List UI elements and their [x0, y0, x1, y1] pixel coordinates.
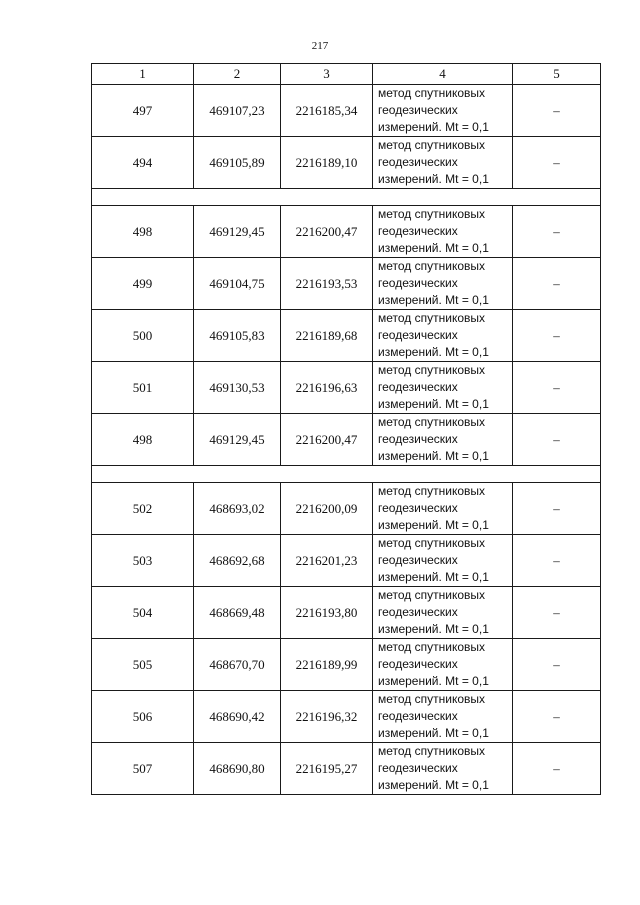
- x-coordinate-cell: 469105,89: [194, 137, 281, 189]
- x-coordinate-cell: 469130,53: [194, 362, 281, 414]
- method-line: измерений. Mt = 0,1: [378, 570, 489, 584]
- separator-cell: [92, 189, 601, 206]
- separator-row: [92, 189, 601, 206]
- header-row: [92, 64, 601, 85]
- y-coordinate-cell: 2216189,68: [281, 310, 373, 362]
- method-line: измерений. Mt = 0,1: [378, 172, 489, 186]
- method-cell: [373, 85, 513, 137]
- note-cell: –: [513, 362, 601, 414]
- point-number-cell: 497: [92, 85, 194, 137]
- note-cell: –: [513, 137, 601, 189]
- method-line: геодезических: [378, 103, 458, 117]
- method-line: измерений. Mt = 0,1: [378, 518, 489, 532]
- note-cell: –: [513, 535, 601, 587]
- method-line: геодезических: [378, 432, 458, 446]
- note-cell: –: [513, 587, 601, 639]
- method-line: измерений. Mt = 0,1: [378, 397, 489, 411]
- method-line: измерений. Mt = 0,1: [378, 293, 489, 307]
- point-number-cell: 507: [92, 743, 194, 795]
- note-cell: –: [513, 639, 601, 691]
- method-line: геодезических: [378, 605, 458, 619]
- note-cell: –: [513, 414, 601, 466]
- method-cell: [373, 639, 513, 691]
- note-cell: –: [513, 258, 601, 310]
- x-coordinate-cell: 469129,45: [194, 206, 281, 258]
- method-line: измерений. Mt = 0,1: [378, 449, 489, 463]
- x-coordinate-cell: 469129,45: [194, 414, 281, 466]
- table-row: [92, 206, 601, 258]
- separator-cell: [92, 466, 601, 483]
- method-line: геодезических: [378, 553, 458, 567]
- method-line: метод спутниковых: [378, 138, 486, 152]
- method-line: метод спутниковых: [378, 692, 486, 706]
- method-cell: [373, 691, 513, 743]
- y-coordinate-cell: 2216189,10: [281, 137, 373, 189]
- table-row: [92, 362, 601, 414]
- y-coordinate-cell: 2216200,09: [281, 483, 373, 535]
- table-row: [92, 743, 601, 795]
- method-line: метод спутниковых: [378, 259, 486, 273]
- table-row: [92, 639, 601, 691]
- method-line: метод спутниковых: [378, 484, 486, 498]
- note-cell: –: [513, 206, 601, 258]
- method-line: геодезических: [378, 380, 458, 394]
- point-number-cell: 501: [92, 362, 194, 414]
- method-cell: [373, 414, 513, 466]
- method-line: геодезических: [378, 709, 458, 723]
- table-row: [92, 535, 601, 587]
- x-coordinate-cell: 468669,48: [194, 587, 281, 639]
- method-line: геодезических: [378, 155, 458, 169]
- method-line: метод спутниковых: [378, 86, 486, 100]
- y-coordinate-cell: 2216201,23: [281, 535, 373, 587]
- table-body: [92, 85, 601, 795]
- header-col-5: 5: [513, 64, 601, 85]
- x-coordinate-cell: 468692,68: [194, 535, 281, 587]
- method-line: геодезических: [378, 276, 458, 290]
- method-cell: [373, 206, 513, 258]
- method-cell: [373, 362, 513, 414]
- y-coordinate-cell: 2216185,34: [281, 85, 373, 137]
- point-number-cell: 499: [92, 258, 194, 310]
- y-coordinate-cell: 2216196,63: [281, 362, 373, 414]
- note-cell: –: [513, 743, 601, 795]
- method-line: геодезических: [378, 761, 458, 775]
- method-line: геодезических: [378, 328, 458, 342]
- note-cell: –: [513, 85, 601, 137]
- method-line: измерений. Mt = 0,1: [378, 345, 489, 359]
- method-line: измерений. Mt = 0,1: [378, 120, 489, 134]
- point-number-cell: 498: [92, 414, 194, 466]
- method-cell: [373, 310, 513, 362]
- table-row: [92, 483, 601, 535]
- method-cell: [373, 258, 513, 310]
- point-number-cell: 500: [92, 310, 194, 362]
- method-line: метод спутниковых: [378, 363, 486, 377]
- method-cell: [373, 535, 513, 587]
- method-line: метод спутниковых: [378, 640, 486, 654]
- method-line: измерений. Mt = 0,1: [378, 241, 489, 255]
- y-coordinate-cell: 2216193,53: [281, 258, 373, 310]
- y-coordinate-cell: 2216195,27: [281, 743, 373, 795]
- method-line: метод спутниковых: [378, 588, 486, 602]
- point-number-cell: 502: [92, 483, 194, 535]
- method-line: геодезических: [378, 501, 458, 515]
- table-row: [92, 85, 601, 137]
- table-row: [92, 414, 601, 466]
- point-number-cell: 505: [92, 639, 194, 691]
- method-line: метод спутниковых: [378, 207, 486, 221]
- x-coordinate-cell: 469107,23: [194, 85, 281, 137]
- method-line: геодезических: [378, 224, 458, 238]
- method-line: метод спутниковых: [378, 415, 486, 429]
- x-coordinate-cell: 468690,42: [194, 691, 281, 743]
- table-row: [92, 691, 601, 743]
- separator-row: [92, 466, 601, 483]
- x-coordinate-cell: 469104,75: [194, 258, 281, 310]
- header-col-1: 1: [92, 64, 194, 85]
- point-number-cell: 503: [92, 535, 194, 587]
- method-line: геодезических: [378, 657, 458, 671]
- method-line: метод спутниковых: [378, 536, 486, 550]
- point-number-cell: 506: [92, 691, 194, 743]
- method-line: метод спутниковых: [378, 744, 486, 758]
- x-coordinate-cell: 468670,70: [194, 639, 281, 691]
- method-cell: [373, 137, 513, 189]
- header-col-3: 3: [281, 64, 373, 85]
- method-line: метод спутниковых: [378, 311, 486, 325]
- x-coordinate-cell: 469105,83: [194, 310, 281, 362]
- method-line: измерений. Mt = 0,1: [378, 622, 489, 636]
- y-coordinate-cell: 2216200,47: [281, 414, 373, 466]
- y-coordinate-cell: 2216200,47: [281, 206, 373, 258]
- header-col-4: 4: [373, 64, 513, 85]
- method-line: измерений. Mt = 0,1: [378, 674, 489, 688]
- y-coordinate-cell: 2216189,99: [281, 639, 373, 691]
- table-row: [92, 587, 601, 639]
- note-cell: –: [513, 310, 601, 362]
- coordinates-table: [91, 63, 601, 795]
- point-number-cell: 494: [92, 137, 194, 189]
- x-coordinate-cell: 468690,80: [194, 743, 281, 795]
- note-cell: –: [513, 483, 601, 535]
- method-cell: [373, 483, 513, 535]
- header-col-2: 2: [194, 64, 281, 85]
- table-row: [92, 310, 601, 362]
- y-coordinate-cell: 2216193,80: [281, 587, 373, 639]
- x-coordinate-cell: 468693,02: [194, 483, 281, 535]
- table-header: [92, 64, 601, 85]
- table-row: [92, 137, 601, 189]
- table-row: [92, 258, 601, 310]
- method-line: измерений. Mt = 0,1: [378, 726, 489, 740]
- method-cell: [373, 743, 513, 795]
- point-number-cell: 498: [92, 206, 194, 258]
- point-number-cell: 504: [92, 587, 194, 639]
- note-cell: –: [513, 691, 601, 743]
- page-number: 217: [311, 40, 329, 52]
- method-line: измерений. Mt = 0,1: [378, 778, 489, 792]
- method-cell: [373, 587, 513, 639]
- y-coordinate-cell: 2216196,32: [281, 691, 373, 743]
